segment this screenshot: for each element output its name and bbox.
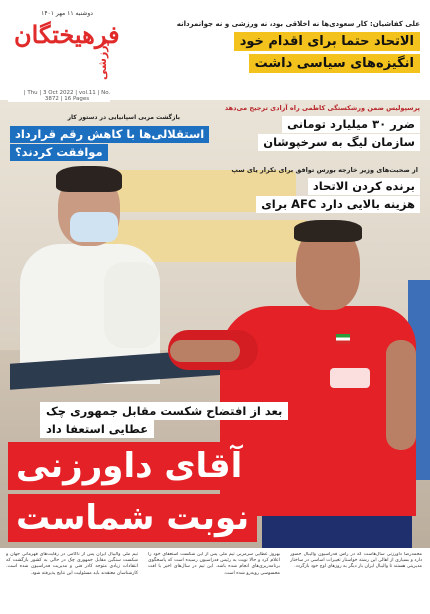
story4-headline-1: استقلالی‌ها با کاهش رقم قرارداد <box>10 126 209 143</box>
main-story-subhead-2: عطایی استعفا داد <box>40 420 154 438</box>
story3-kicker: از صحبت‌های وزیر خارجه بورس توافق برای تکرار یای سپ <box>231 166 418 174</box>
body-column: تیم ملی والیبال ایران پس از ناکامی در رقابت‌های قهرمانی جهان و شکست سنگین مقابل جمهوری چک در حالی به کشور بازگشت که انتقادات زیادی متوجه کادر فنی و مدیریت فدراسیون شده است. کارشناسان معتقدند باید مسئولیت این نتایج پذیرفته شود. <box>6 552 138 576</box>
story2-headline-2: سازمان لیگ به سرخپوشان <box>258 134 420 151</box>
face-mask <box>70 212 118 242</box>
man-arm <box>104 262 160 348</box>
story3-headline-1: برنده کردن الاتحاد <box>308 178 420 195</box>
main-headline-2: نوبت شماست <box>8 494 257 542</box>
coach-forearm <box>170 340 240 362</box>
top-story-headline-1: الاتحاد حتما برای اقدام خود <box>234 32 420 51</box>
story4-kicker: بازگشت مربی اسپانیایی در دستور کار <box>67 114 180 121</box>
story2-kicker: پرسپولیس ضمن ورشکستگی کاظمی راه آزادی ترجیح می‌دهد <box>224 104 420 112</box>
coach-right-arm <box>386 340 416 450</box>
shirt-logo <box>330 368 370 388</box>
man-hair <box>56 166 122 192</box>
main-story-subhead-1: بعد از افتضاح شکست مقابل جمهوری چک <box>40 402 288 420</box>
logo-subtitle: ورزشی <box>96 38 109 80</box>
iran-flag-icon <box>336 334 350 344</box>
masthead <box>8 4 120 102</box>
main-headline-1: آقای داورزنی <box>8 442 250 490</box>
story4-headline-2: موافقت کرد‌ند؟ <box>10 144 108 161</box>
dateline: دوشنبه ۱۱ مهر ۱۴۰۱ <box>41 10 93 17</box>
body-column: بهروز عطایی سرمربی تیم ملی پس از این شکست استعفای خود را اعلام کرد و حالا نوبت به رئیس فدراسیون رسیده است که پاسخگوی برنامه‌ریزی‌های انجام شده باشد. این تیم در سال‌های اخیر با افت محسوسی روبه‌رو شده است. <box>148 552 280 576</box>
top-story-kicker: علی کفاشیان: کار سعودی‌ها نه اخلاقی بود، نه ورزشی و نه جوانمردانه <box>176 20 420 28</box>
story3-headline-2: برای AFC هزینه بالایی دارد <box>256 196 420 213</box>
body-column: محمدرضا داورزنی سال‌هاست که در راس فدراسیون والیبال حضور دارد و بسیاری از اهالی این رشته خواستار تغییرات اساسی در ساختار مدیریتی هستند تا والیبال ایران بار دیگر به روزهای اوج خود بازگردد. <box>290 552 422 570</box>
story2-headline-1: ضرر ۳۰ میلیارد تومانی <box>282 116 420 133</box>
top-story-headline-2: انگیزه‌های سیاسی داشت <box>249 54 420 73</box>
newspaper-logo: فرهیختگان <box>14 20 120 49</box>
coach-hair <box>294 220 362 242</box>
issue-line: | Thu | 3 Oct 2022 | vol.11 | No. 3872 | 16 Pages <box>23 90 111 102</box>
